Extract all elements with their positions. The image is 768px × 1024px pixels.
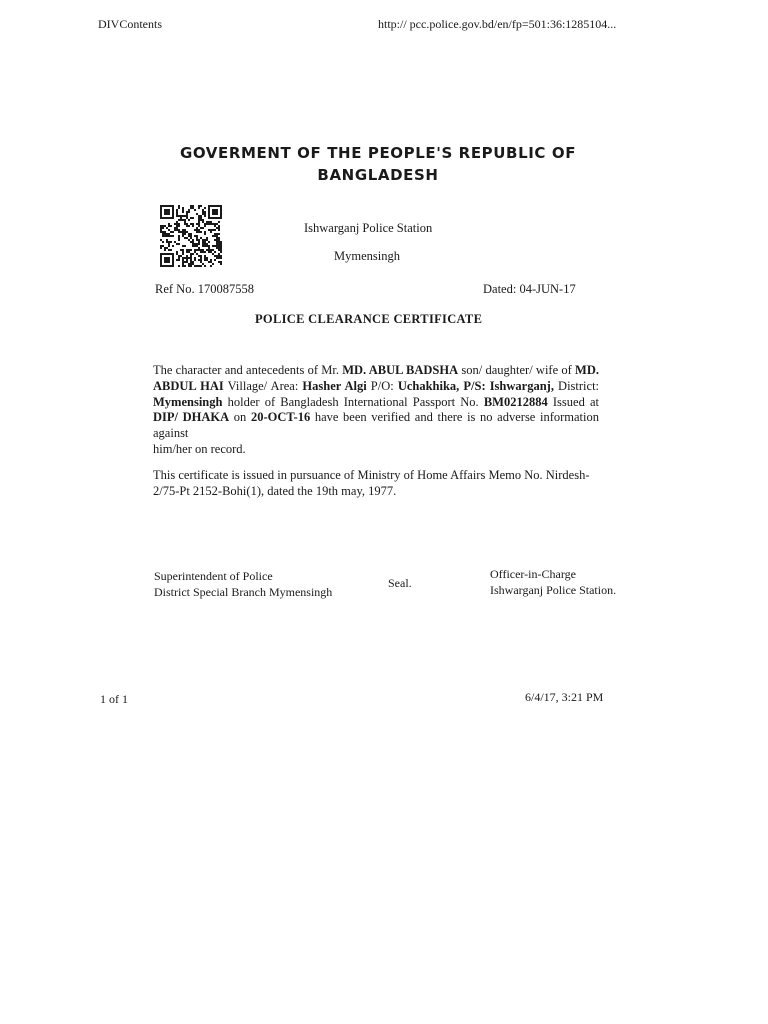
government-title: GOVERMENT OF THE PEOPLE'S REPUBLIC OF BANGLADESH	[179, 144, 577, 184]
print-header-url: http:// pcc.police.gov.bd/en/fp=501:36:1285104...	[378, 17, 617, 31]
print-timestamp: 6/4/17, 3:21 PM	[525, 690, 604, 704]
body-district: Mymensingh	[153, 394, 223, 409]
applicant-name: MD. ABUL BADSHA	[342, 363, 459, 377]
qr-code-icon	[160, 205, 222, 267]
print-header-title: DIVContents	[98, 17, 162, 31]
signature-left	[154, 569, 332, 600]
memo-reference: This certificate is issued in pursuance of Ministry of Home Affairs Memo No. Nirdesh-2/75-Pt 2152-Bohi(1), dated the 19th may, 1977.	[153, 468, 590, 498]
station-signature-name: Ishwarganj Police Station.	[490, 582, 617, 597]
district-name: Mymensingh	[334, 249, 400, 263]
issue-place: DIP/ DHAKA	[153, 410, 230, 425]
superintendent-title: Superintendent of Police	[154, 569, 273, 583]
village-name: Hasher Algi	[302, 378, 367, 393]
passport-issue-date: 20-OCT-16	[250, 410, 311, 425]
father-name: MD. ABDUL HAI	[153, 363, 599, 393]
signature-right	[490, 567, 616, 598]
officer-in-charge-title: Officer-in-Charge	[490, 567, 576, 581]
certificate-title: POLICE CLEARANCE CERTIFICATE	[255, 312, 483, 326]
passport-number: BM0212884	[483, 394, 548, 409]
special-branch-name: District Special Branch Mymensingh	[154, 584, 333, 599]
reference-number: Ref No. 170087558	[155, 282, 254, 296]
certificate-body: The character and antecedents of Mr. MD. ABUL BADSHA son/ daughter/ wife of MD. ABDUL HAI Village/ Area: Hasher Algi P/O: Uchakhika, P/S: Ishwarganj, District: Mymensingh holder of Bangladesh International Passport No. BM0212884 Issued at DIP/ DHAKA on 20-OCT-16 have been verified and there is no adverse information against him/her on record.	[153, 363, 600, 456]
page-number: 1 of 1	[100, 692, 128, 706]
police-station-name: Ishwarganj Police Station	[304, 221, 433, 235]
post-office: Uchakhika, P/S: Ishwarganj,	[397, 378, 554, 393]
issue-date: Dated: 04-JUN-17	[483, 282, 576, 296]
seal-label: Seal.	[388, 576, 412, 590]
